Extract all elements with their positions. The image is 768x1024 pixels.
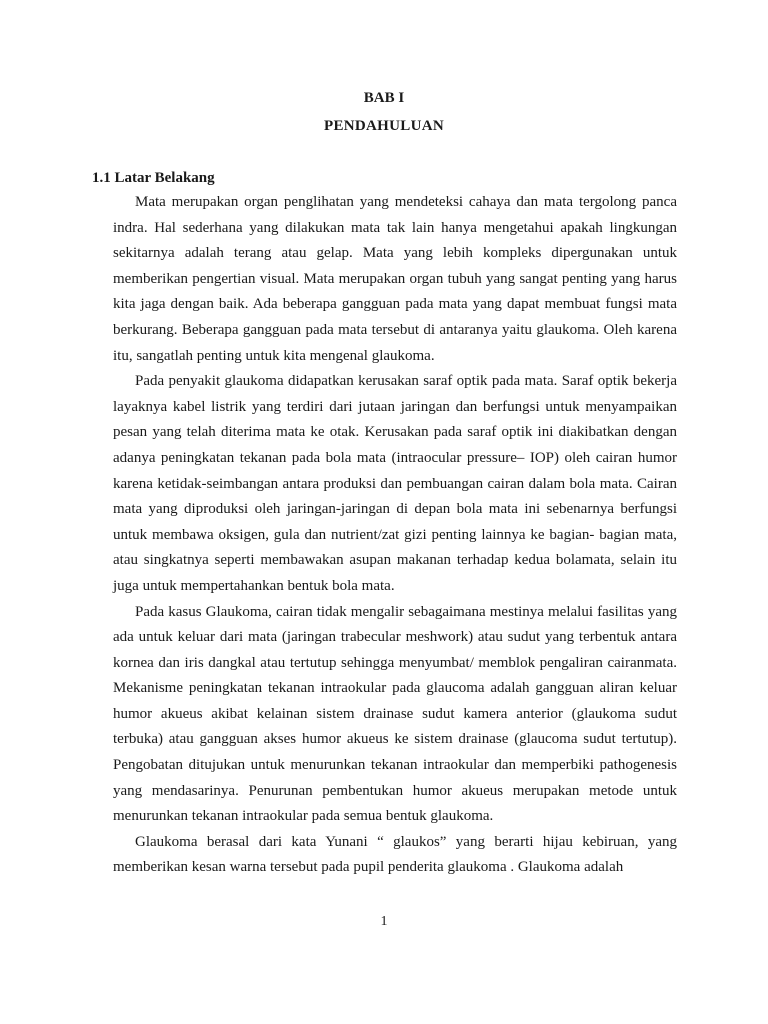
- paragraph: Pada penyakit glaukoma didapatkan kerusakan saraf optik pada mata. Saraf optik bekerja layaknya kabel listrik yang terdiri dari jutaan jaringan dan berfungsi untuk menyampaikan pesan yang telah diterima mata ke otak. Kerusakan pada saraf optik ini diakibatkan dengan adanya peningkatan tekanan pada bola mata (intraocular pressure– IOP) oleh cairan humor karena ketidak-seimbangan antara produksi dan pembuangan cairan dalam bola mata. Cairan mata yang diproduksi oleh jaringan-jaringan di depan bola mata ini sebenarnya berfungsi untuk membawa oksigen, gula dan nutrient/zat gizi penting lainnya ke bagian- bagian mata, atau singkatnya seperti membawakan asupan makanan terhadap kedua bolamata, selain itu juga untuk mempertahankan bentuk bola mata.: [113, 373, 677, 594]
- paragraph: Pada kasus Glaukoma, cairan tidak mengalir sebagaimana mestinya melalui fasilitas yang ada untuk keluar dari mata (jaringan trabecular meshwork) atau sudut yang terbentuk antara kornea dan iris dangkal atau tertutup sehingga menyumbat/ memblok pengaliran cairanmata. Mekanisme peningkatan tekanan intraokular pada glaucoma adalah gangguan aliran keluar humor akueus akibat kelainan sistem drainase sudut kamera anterior (glaukoma sudut terbuka) atau gangguan akses humor akueus ke sistem drainase (glaucoma sudut tertutup). Pengobatan ditujukan untuk menurunkan tekanan intraokular dan memperbiki pathogenesis yang mendasarinya. Penurunan pembentukan humor akueus merupakan metode untuk menurunkan tekanan intraokular pada semua bentuk glaukoma.: [113, 603, 677, 825]
- body-text: [113, 190, 677, 881]
- paragraph: Mata merupakan organ penglihatan yang mendeteksi cahaya dan mata tergolong panca indra. Hal sederhana yang dilakukan mata tak lain hanya mengetahui apakah lingkungan sekitarnya adalah terang atau gelap. Mata yang lebih kompleks dipergunakan untuk memberikan pengertian visual. Mata merupakan organ tubuh yang sangat penting yang harus kita jaga dengan baik. Ada beberapa gangguan pada mata yang dapat membuat fungsi mata berkurang. Beberapa gangguan pada mata tersebut di antaranya yaitu glaukoma. Oleh karena itu, sangatlah penting untuk kita mengenal glaukoma.: [113, 194, 677, 364]
- chapter-number: BAB I: [363, 90, 405, 106]
- chapter-title: PENDAHULUAN: [324, 118, 444, 134]
- page-number: 1: [380, 914, 388, 929]
- section-heading: 1.1 Latar Belakang: [92, 170, 215, 186]
- paragraph: Glaukoma berasal dari kata Yunani “ glaukos” yang berarti hijau kebiruan, yang memberikan kesan warna tersebut pada pupil penderita glaukoma . Glaukoma adalah: [113, 833, 677, 876]
